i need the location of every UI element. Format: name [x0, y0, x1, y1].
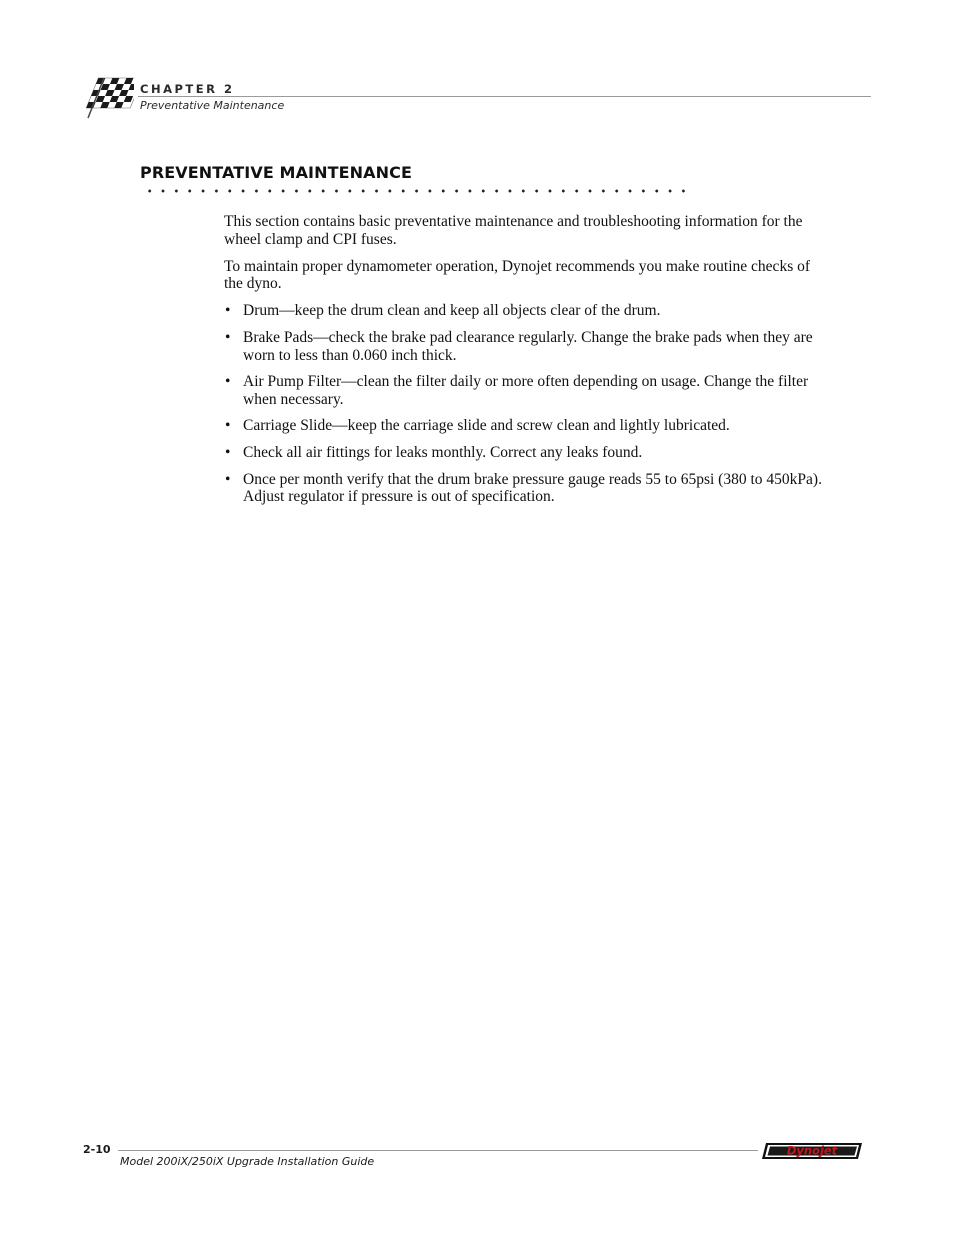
list-item: [224, 329, 824, 364]
intro-paragraph: This section contains basic preventative maintenance and troubleshooting information for the wheel clamp and CPI fuses.: [224, 213, 803, 248]
footer-divider: [118, 1150, 758, 1151]
list-item: [224, 471, 824, 506]
bullet-icon: •: [225, 328, 231, 346]
bullet-icon: •: [225, 417, 231, 435]
bullet-icon: •: [225, 373, 231, 391]
list-item-text: Air Pump Filter—clean the filter daily or more often depending on usage. Change the filter when necessary.: [243, 373, 809, 408]
dynojet-logo: [760, 1140, 866, 1162]
section-body: [224, 213, 824, 515]
bullet-icon: •: [225, 302, 231, 320]
chapter-label: CHAPTER 2: [140, 82, 235, 96]
header-divider: [138, 96, 871, 97]
checkered-flag-icon: [80, 74, 134, 120]
bullet-icon: •: [225, 470, 231, 488]
list-item-text: Brake Pads—check the brake pad clearance regularly. Change the brake pads when they are worn to less than 0.060 inch thick.: [243, 328, 813, 364]
bullet-icon: •: [225, 443, 231, 461]
maintenance-checklist: [224, 302, 824, 505]
dotted-divider: [143, 188, 691, 194]
list-item-text: Check all air fittings for leaks monthly. Correct any leaks found.: [243, 443, 643, 461]
section-heading: PREVENTATIVE MAINTENANCE: [140, 163, 412, 182]
list-item: [224, 444, 824, 462]
recommendation-paragraph: To maintain proper dynamometer operation, Dynojet recommends you make routine checks of the dyno.: [224, 257, 811, 293]
list-item-text: Carriage Slide—keep the carriage slide and screw clean and lightly lubricated.: [243, 417, 730, 435]
chapter-subtitle: Preventative Maintenance: [140, 99, 285, 112]
list-item: [224, 373, 824, 408]
page-number: 2-10: [83, 1143, 111, 1156]
document-title: Model 200iX/250iX Upgrade Installation Guide: [120, 1155, 375, 1168]
brand-wordmark: Dynojet: [786, 1143, 838, 1158]
list-item-text: Drum—keep the drum clean and keep all objects clear of the drum.: [243, 302, 661, 320]
list-item: [224, 302, 824, 320]
list-item-text: Once per month verify that the drum brake pressure gauge reads 55 to 65psi (380 to 450kPa). Adjust regulator if pressure is out of specification.: [243, 470, 822, 506]
list-item: [224, 417, 824, 435]
